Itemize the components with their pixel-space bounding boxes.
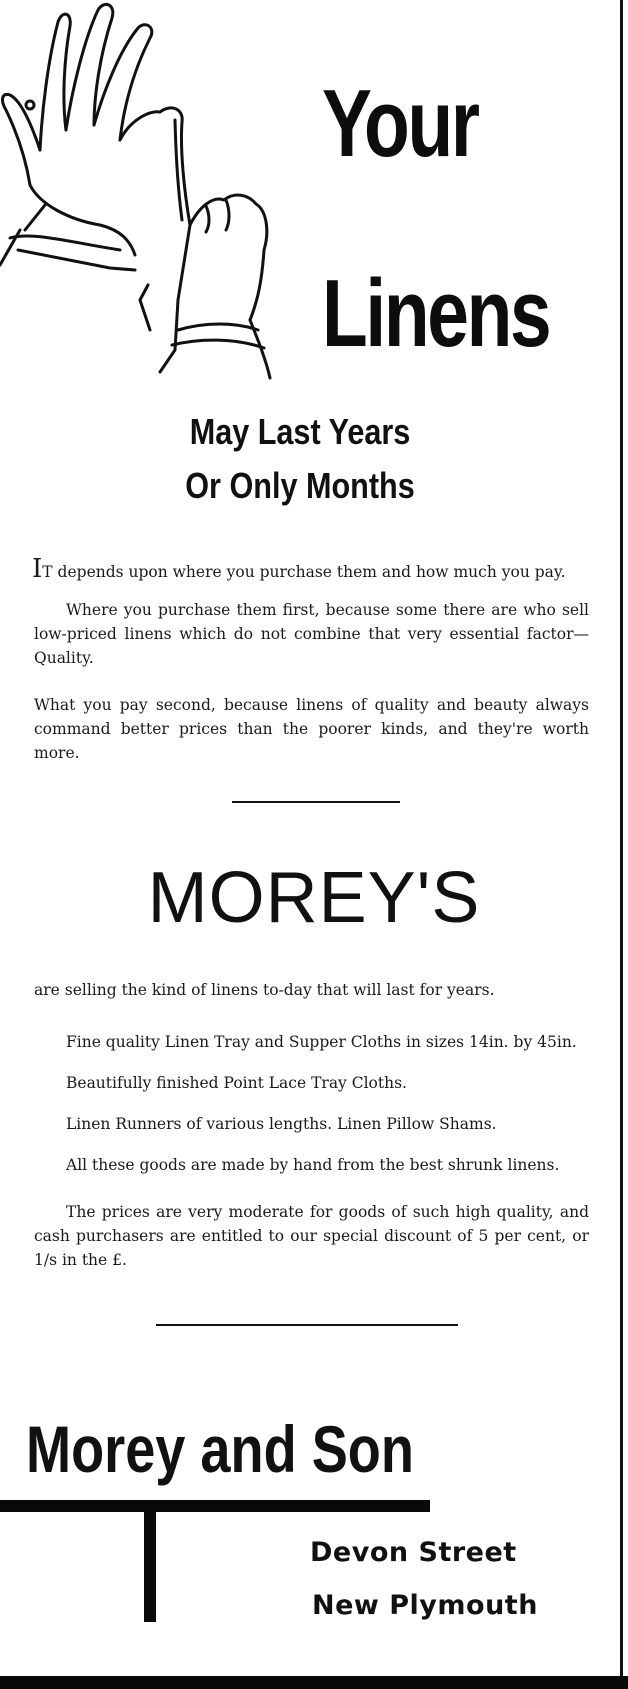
intro-paragraph-1 <box>32 554 592 584</box>
offer-item: Linen Runners of various lengths. Linen Pillow Shams. <box>66 1115 497 1133</box>
address-street: Devon Street <box>310 1537 517 1568</box>
address-vertical-bar <box>144 1512 156 1622</box>
firm-name: Morey and Son <box>26 1412 414 1486</box>
drop-cap: I <box>32 554 43 584</box>
firm-underline-bar <box>0 1500 430 1512</box>
section-divider-2 <box>156 1324 458 1326</box>
intro-text-1: T depends upon where you purchase them and how much you pay. <box>42 563 566 581</box>
pointing-hands-illustration <box>0 0 290 390</box>
subheadline-line2: Or Only Months <box>185 465 415 506</box>
address-town: New Plymouth <box>312 1590 538 1621</box>
intro-paragraph-3: What you pay second, because linens of quality and beauty always command better prices than the poorer kinds, and they're worth more. <box>34 696 589 762</box>
intro-paragraph-2: Where you purchase them first, because some there are who sell low-priced linens which do not combine that very essential factor—Quality. <box>34 601 589 667</box>
headline-your: Your <box>322 70 478 177</box>
store-name: MOREY'S <box>147 858 481 938</box>
offer-item: Fine quality Linen Tray and Supper Cloths in sizes 14in. by 45in. <box>66 1033 577 1051</box>
offer-item: Beautifully finished Point Lace Tray Cloths. <box>66 1074 407 1092</box>
subheadline-line1: May Last Years <box>189 411 411 452</box>
bottom-border-bar <box>0 1676 628 1689</box>
offer-item: All these goods are made by hand from the best shrunk linens. <box>66 1156 560 1174</box>
offer-lead: are selling the kind of linens to-day that will last for years. <box>34 981 495 999</box>
pricing-paragraph: The prices are very moderate for goods of such high quality, and cash purchasers are entitled to our special discount of 5 per cent, or 1/s in the £. <box>34 1203 589 1269</box>
headline-linens: Linens <box>322 260 550 367</box>
page-edge-rule <box>620 0 623 1689</box>
section-divider-1 <box>232 801 400 803</box>
